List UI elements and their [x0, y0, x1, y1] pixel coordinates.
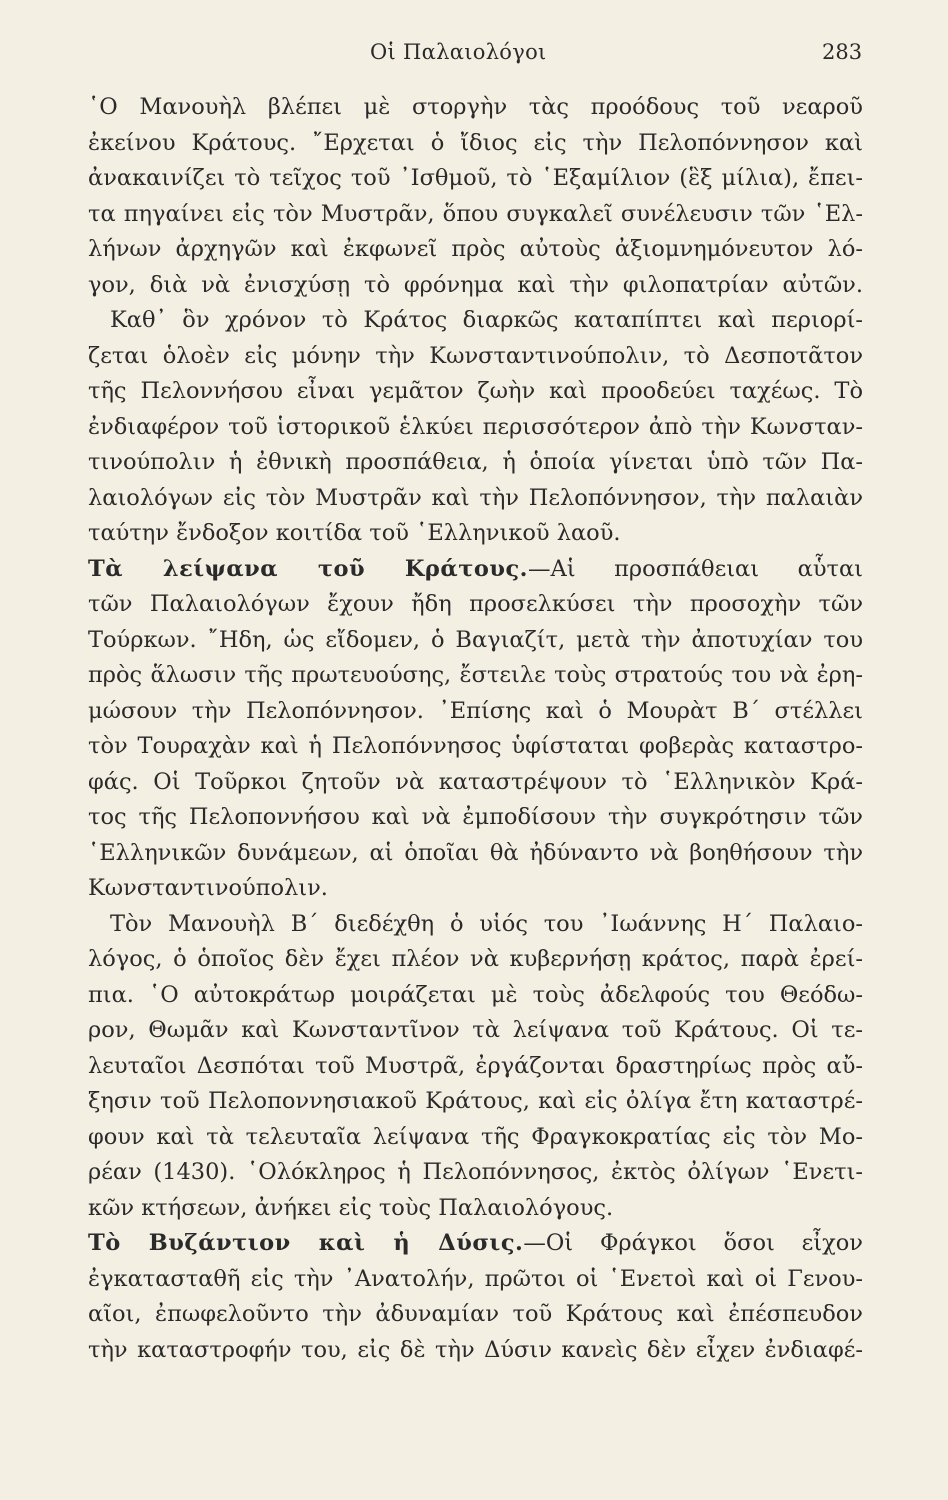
- text-line: [88, 942, 863, 978]
- line-text: ῾Ελληνικῶν δυνάμεων, αἱ ὁποῖαι θὰ ἠδύναντο νὰ βοηθήσουν τὴν: [88, 839, 863, 866]
- page-number: 283: [822, 40, 863, 64]
- line-text: ζεται ὁλοὲν εἰς μόνην τὴν Κωνσταντινούπολιν, τὸ Δεσποτᾶτον: [88, 342, 863, 369]
- line-text: τος τῆς Πελοποννήσου καὶ νὰ ἐμποδίσουν τὴν συγκρότησιν τῶν: [88, 804, 863, 830]
- line-text: —Αἱ προσπάθειαι αὗται: [527, 555, 863, 582]
- text-line: [88, 161, 863, 197]
- text-line: [88, 1191, 863, 1227]
- text-line: [88, 623, 863, 659]
- text-line: [88, 658, 863, 694]
- line-text: Κωνσταντινούπολιν.: [88, 875, 328, 901]
- line-text: ρέαν (1430). ῾Ολόκληρος ἡ Πελοπόννησος, ἐκτὸς ὀλίγων ῾Ενετι-: [88, 1159, 863, 1185]
- line-text: λαιολόγων εἰς τὸν Μυστρᾶν καὶ τὴν Πελοπόννησον, τὴν παλαιὰν: [88, 484, 863, 511]
- text-line: [88, 1120, 863, 1156]
- text-line: [88, 303, 863, 339]
- text-line: [88, 729, 863, 765]
- text-line: [88, 836, 863, 872]
- text-line: [88, 1049, 863, 1085]
- line-text: κῶν κτήσεων, ἀνήκει εἰς τοὺς Παλαιολόγους.: [88, 1194, 614, 1221]
- running-title: Οἱ Παλαιολόγοι: [370, 40, 547, 64]
- line-text: φάς. Οἱ Τοῦρκοι ζητοῦν νὰ καταστρέψουν τὸ ῾Ελληνικὸν Κρά-: [88, 768, 863, 795]
- line-text: αῖοι, ἐπωφελοῦντο τὴν ἀδυναμίαν τοῦ Κράτους καὶ ἐπέσπευδον: [88, 1301, 863, 1327]
- text-line: [88, 978, 863, 1014]
- line-text: τὸν Τουραχὰν καὶ ἡ Πελοπόννησος ὑφίσταται φοβερὰς καταστρο-: [88, 733, 863, 759]
- line-text: Τὸν Μανουὴλ Β´ διεδέχθη ὁ υἱός του ᾿Ιωάννης Η´ Παλαιο-: [110, 910, 863, 937]
- line-text: πια. ῾Ο αὐτοκράτωρ μοιράζεται μὲ τοὺς ἀδελφούς του Θεόδω-: [88, 981, 863, 1008]
- text-line: [88, 587, 863, 623]
- text-line: [88, 268, 863, 304]
- line-text: λόγος, ὁ ὁποῖος δὲν ἔχει πλέον νὰ κυβερνήσῃ κράτος, παρὰ ἐρεί-: [88, 946, 863, 972]
- text-line: [88, 1013, 863, 1049]
- line-text: γον, διὰ νὰ ἐνισχύσῃ τὸ φρόνημα καὶ τὴν φιλοπατρίαν αὐτῶν.: [88, 271, 863, 298]
- text-line: [88, 197, 863, 233]
- line-text: λευταῖοι Δεσπόται τοῦ Μυστρᾶ, ἐργάζονται δραστηρίως πρὸς αὔ-: [88, 1052, 863, 1079]
- text-line: [88, 339, 863, 375]
- text-line: [88, 1084, 863, 1120]
- body-text: [88, 90, 863, 1368]
- line-text: τῶν Παλαιολόγων ἔχουν ἤδη προσελκύσει τὴν προσοχὴν τῶν: [88, 591, 863, 617]
- text-line: [88, 1297, 863, 1333]
- line-text: τα πηγαίνει εἰς τὸν Μυστρᾶν, ὅπου συγκαλεῖ συνέλευσιν τῶν ῾Ελ-: [88, 200, 863, 227]
- line-text: ξησιν τοῦ Πελοποννησιακοῦ Κράτους, καὶ εἰς ὀλίγα ἔτη καταστρέ-: [88, 1088, 863, 1114]
- text-line: [88, 765, 863, 801]
- line-text: ταύτην ἔνδοξον κοιτίδα τοῦ ῾Ελληνικοῦ λαοῦ.: [88, 520, 621, 546]
- text-line: [88, 90, 863, 126]
- line-text: Τούρκων. ῎Ηδη, ὡς εἴδομεν, ὁ Βαγιαζίτ, μετὰ τὴν ἀποτυχίαν του: [88, 626, 863, 653]
- text-line: [88, 374, 863, 410]
- text-line: [88, 871, 863, 907]
- text-line: [88, 516, 863, 552]
- text-line: [88, 907, 863, 943]
- line-text: ρον, Θωμᾶν καὶ Κωνσταντῖνον τὰ λείψανα τοῦ Κράτους. Οἱ τε-: [88, 1017, 863, 1043]
- line-text: πρὸς ἅλωσιν τῆς πρωτευούσης, ἔστειλε τοὺς στρατούς του νὰ ἐρη-: [88, 662, 863, 688]
- line-text: ἀνακαινίζει τὸ τεῖχος τοῦ ᾿Ισθμοῦ, τὸ ῾Εξαμίλιον (ἓξ μίλια), ἔπει-: [88, 165, 863, 191]
- line-text: τὴν καταστροφήν του, εἰς δὲ τὴν Δύσιν κανεὶς δὲν εἶχεν ἐνδιαφέ-: [88, 1336, 863, 1363]
- text-line: [88, 694, 863, 730]
- text-line: [88, 232, 863, 268]
- text-line: [88, 1226, 863, 1262]
- line-text: ῾Ο Μανουὴλ βλέπει μὲ στοργὴν τὰς προόδους τοῦ νεαροῦ: [88, 94, 863, 120]
- text-line: [88, 126, 863, 162]
- line-text: λήνων ἀρχηγῶν καὶ ἐκφωνεῖ πρὸς αὐτοὺς ἀξιομνημόνευτον λό-: [88, 236, 863, 262]
- line-text: φουν καὶ τὰ τελευταῖα λείψανα τῆς Φραγκοκρατίας εἰς τὸν Μο-: [88, 1123, 863, 1150]
- line-text: —Οἱ Φράγκοι ὅσοι εἶχον: [523, 1230, 863, 1256]
- line-text: μώσουν τὴν Πελοπόννησον. ᾿Επίσης καὶ ὁ Μουρὰτ Β´ στέλλει: [88, 697, 863, 724]
- text-line: [88, 1155, 863, 1191]
- section-heading: Τὸ Βυζάντιον καὶ ἡ Δύσις.: [88, 1230, 524, 1256]
- line-text: τῆς Πελοννήσου εἶναι γεμᾶτον ζωὴν καὶ προοδεύει ταχέως. Τὸ: [88, 378, 863, 404]
- section-heading: Τὰ λείψανα τοῦ Κράτους.: [88, 555, 528, 582]
- text-line: [88, 552, 863, 588]
- text-line: [88, 1262, 863, 1298]
- text-line: [88, 800, 863, 836]
- line-text: ἐκείνου Κράτους. ῎Ερχεται ὁ ἴδιος εἰς τὴν Πελοπόννησον καὶ: [88, 129, 863, 156]
- text-line: [88, 445, 863, 481]
- line-text: ἐγκατασταθῆ εἰς τὴν ᾿Ανατολήν, πρῶτοι οἱ ῾Ενετοὶ καὶ οἱ Γενου-: [88, 1265, 863, 1292]
- line-text: Καθ᾿ ὃν χρόνον τὸ Κράτος διαρκῶς καταπίπτει καὶ περιορί-: [110, 307, 863, 333]
- line-text: ἐνδιαφέρον τοῦ ἱστορικοῦ ἑλκύει περισσότερον ἀπὸ τὴν Κωνσταν-: [88, 413, 863, 440]
- text-line: [88, 410, 863, 446]
- line-text: τινούπολιν ἡ ἐθνικὴ προσπάθεια, ἡ ὁποία γίνεται ὑπὸ τῶν Πα-: [88, 449, 863, 475]
- text-line: [88, 481, 863, 517]
- text-line: [88, 1333, 863, 1369]
